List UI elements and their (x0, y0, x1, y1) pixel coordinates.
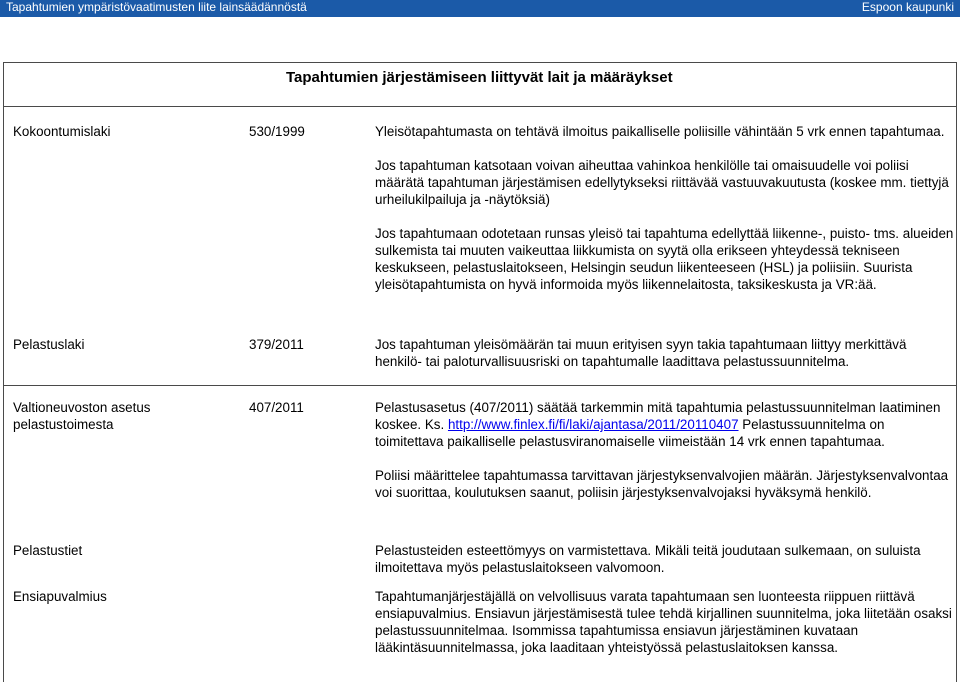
law-name: Kokoontumislaki (13, 124, 111, 139)
law-name: Pelastustiet (13, 543, 83, 558)
law-description (375, 542, 955, 576)
paragraph: Yleisötapahtumasta on tehtävä ilmoitus paikalliselle poliisille vähintään 5 vrk ennen tapahtumaa. (375, 124, 945, 139)
law-description (375, 399, 955, 501)
divider (4, 385, 956, 386)
table-title: Tapahtumien järjestämiseen liittyvät lait ja määräykset (286, 69, 673, 86)
law-number: 530/1999 (249, 124, 305, 139)
law-number: 407/2011 (249, 400, 304, 415)
paragraph: Jos tapahtumaan odotetaan runsas yleisö tai tapahtuma edellyttää liikenne-, puisto- tms. alueiden sulkemista tai muuten vaikeuttaa liikkumista on syytä olla erikseen yhteydessä tekniseen keskukseen, pelastuslaitokseen, Helsingin seudun liikenteeseen (HSL) ja poliisiin. Suurista yleisötapahtumista on hyvä informoida myös liikennelaitosta, taksikeskusta ja VR:ää. (375, 226, 954, 292)
law-description (375, 123, 955, 293)
paragraph-text: Pelastusasetus (407/2011) säätää tarkemmin mitä tapahtumia pelastussuunnitelman laatiminen koskee. Ks. (375, 400, 941, 432)
paragraph: Jos tapahtuman yleisömäärän tai muun erityisen syyn takia tapahtumaan liittyy merkittävä henkilö- tai paloturvallisuusriski on tapahtumalle laadittava pelastussuunnitelma. (375, 337, 907, 369)
finlex-link[interactable]: http://www.finlex.fi/fi/laki/ajantasa/2011/20110407 (447, 417, 739, 432)
paragraph-text: Pelastussuunnitelma on toimitettava paikalliselle pelastusviranomaiselle viimeistään 14 vrk ennen tapahtumaa. (375, 417, 885, 449)
law-name: Ensiapuvalmius (13, 589, 107, 604)
law-name: Pelastuslaki (13, 337, 85, 352)
paragraph: Jos tapahtuman katsotaan voivan aiheuttaa vahinkoa henkilölle tai omaisuudelle voi poliisi määrätä tapahtuman järjestämisen edellytykseksi riittävää vastuuvakuutusta (koskee mm. tiettyjä urheilukilpailuja ja -näytöksiä) (375, 158, 949, 207)
law-description (375, 336, 955, 370)
paragraph: Poliisi määrittelee tapahtumassa tarvittavan järjestyksenvalvojien määrän. Järjestyksenvalvontaa voi suorittaa, koulutuksen saanut, poliisin järjestyksenvalvojaksi hyväksymä henkilö. (375, 468, 949, 500)
paragraph (375, 399, 955, 450)
header-organization: Espoon kaupunki (861, 0, 954, 14)
header-title: Tapahtumien ympäristövaatimusten liite lainsäädännöstä (6, 0, 307, 14)
paragraph: Pelastusteiden esteettömyys on varmistettava. Mikäli teitä joudutaan sulkemaan, on suluista ilmoitettava myös pelastuslaitokseen valvomoon. (375, 543, 921, 575)
law-description (375, 588, 955, 656)
divider (4, 106, 956, 107)
law-name: Valtioneuvoston asetus pelastustoimesta (13, 400, 151, 432)
document-header (0, 0, 960, 17)
law-table (3, 62, 957, 682)
paragraph: Tapahtumanjärjestäjällä on velvollisuus varata tapahtumaan sen luonteesta riippuen riittävä ensiapuvalmius. Ensiavun järjestämisestä tulee tehdä kirjallinen suunnitelma, joka liitetään osaksi pelastussuunnitelmaa. Isommissa tapahtumissa ensiavun järjestäminen kuvataan lääkintäsuunnitelmassa, joka laaditaan yhteistyössä pelastuslaitoksen kanssa. (375, 589, 952, 655)
law-number: 379/2011 (249, 337, 304, 352)
